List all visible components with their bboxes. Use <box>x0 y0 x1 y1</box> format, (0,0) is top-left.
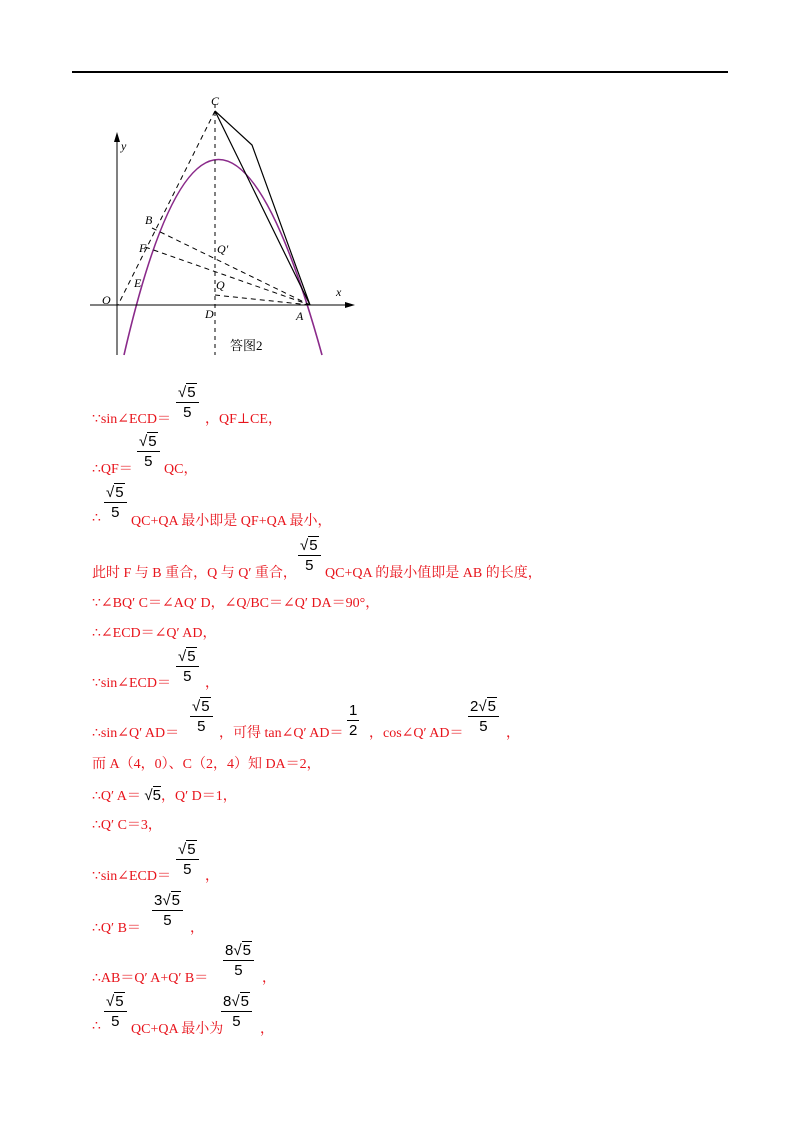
text-line: QC+QA 最小为 <box>131 1022 224 1037</box>
parabola-figure <box>90 90 360 360</box>
frac-sqrt5-over-5: $\frac{√5}{5}$ <box>190 698 213 735</box>
text-line: ， <box>205 869 219 884</box>
text-line: 此时 F 与 B 重合，Q 与 Q′ 重合， <box>92 566 297 581</box>
label-q-prime: Q′ <box>217 242 229 256</box>
frac-sqrt5-over-5: $\frac{√5}{5}$ <box>137 433 160 470</box>
text-line: ∴QF＝ <box>92 462 133 477</box>
label-d: D <box>205 307 214 321</box>
text-line: ∵sin∠ECD＝ <box>92 412 171 427</box>
text-line: ， <box>205 676 219 691</box>
text-line: ∵sin∠ECD＝ <box>92 869 171 884</box>
text-line: ∵∠BQ′ C＝∠AQ′ D，∠Q/BC＝∠Q′ DA＝90°， <box>92 596 380 611</box>
text-line: 而 A（4，0）、C（2，4）知 DA＝2， <box>92 757 321 772</box>
label-b: B <box>145 213 153 227</box>
frac-1-over-2: $\frac{1}{2}$ <box>349 702 358 739</box>
line-co <box>118 111 215 305</box>
frac-sqrt5-over-5: $\frac{√5}{5}$ <box>176 384 199 421</box>
label-y: y <box>121 139 127 153</box>
frac-sqrt5-over-5: $\frac{√5}{5}$ <box>104 484 127 521</box>
text-line: ∴sin∠Q′ AD＝ <box>92 726 180 741</box>
frac-2sqrt5-over-5: $\frac{2√5}{5}$ <box>468 698 499 735</box>
text-line: ，cos∠Q′ AD＝ <box>369 726 464 741</box>
text-line: ，可得 tan∠Q′ AD＝ <box>219 726 344 741</box>
line-qa <box>215 295 310 305</box>
label-a: A <box>296 309 304 323</box>
label-f: F <box>139 241 147 255</box>
text-line: QC+QA 最小即是 QF+QA 最小， <box>131 514 332 529</box>
label-o: O <box>102 293 111 307</box>
text-line: ，QF⊥CE， <box>205 412 282 427</box>
text-line: ， <box>190 921 204 936</box>
text-line: ∴ <box>92 1019 101 1034</box>
figure-caption: 答图2 <box>230 338 263 353</box>
text-line: ∴ <box>92 511 101 526</box>
frac-sqrt5-over-5: $\frac{√5}{5}$ <box>298 537 321 574</box>
text-line: ， <box>260 1022 274 1037</box>
frac-sqrt5-over-5: $\frac{√5}{5}$ <box>176 648 199 685</box>
label-q: Q <box>216 278 225 292</box>
header-rule <box>72 71 728 73</box>
text-line: QC+QA 的最小值即是 AB 的长度， <box>325 566 542 581</box>
frac-sqrt5-over-5: $\frac{√5}{5}$ <box>104 993 127 1030</box>
text-line: ∴Q′ A＝ √5，Q′ D＝1， <box>92 787 237 804</box>
frac-sqrt5-over-5: $\frac{√5}{5}$ <box>176 841 199 878</box>
frac-3sqrt5-over-5: $\frac{3√5}{5}$ <box>152 892 183 929</box>
line-ca <box>215 111 310 305</box>
label-e: E <box>134 276 142 290</box>
sqrt5-inline: √5 <box>144 787 161 804</box>
text-line: ∴∠ECD＝∠Q′ AD， <box>92 626 217 641</box>
text-line: QC， <box>164 462 198 477</box>
text-line: ∴Q′ B＝ <box>92 921 141 936</box>
text-line: ， <box>262 971 276 986</box>
text-line: ∴AB＝Q′ A+Q′ B＝ <box>92 971 209 986</box>
text-line: ∵sin∠ECD＝ <box>92 676 171 691</box>
frac-8sqrt5-over-5: $\frac{8√5}{5}$ <box>223 942 254 979</box>
text-line: ∴Q′ C＝3， <box>92 818 162 833</box>
label-c: C <box>211 94 220 108</box>
frac-8sqrt5-over-5: $\frac{8√5}{5}$ <box>221 993 252 1030</box>
text-line: ， <box>506 726 520 741</box>
label-x: x <box>336 285 342 299</box>
